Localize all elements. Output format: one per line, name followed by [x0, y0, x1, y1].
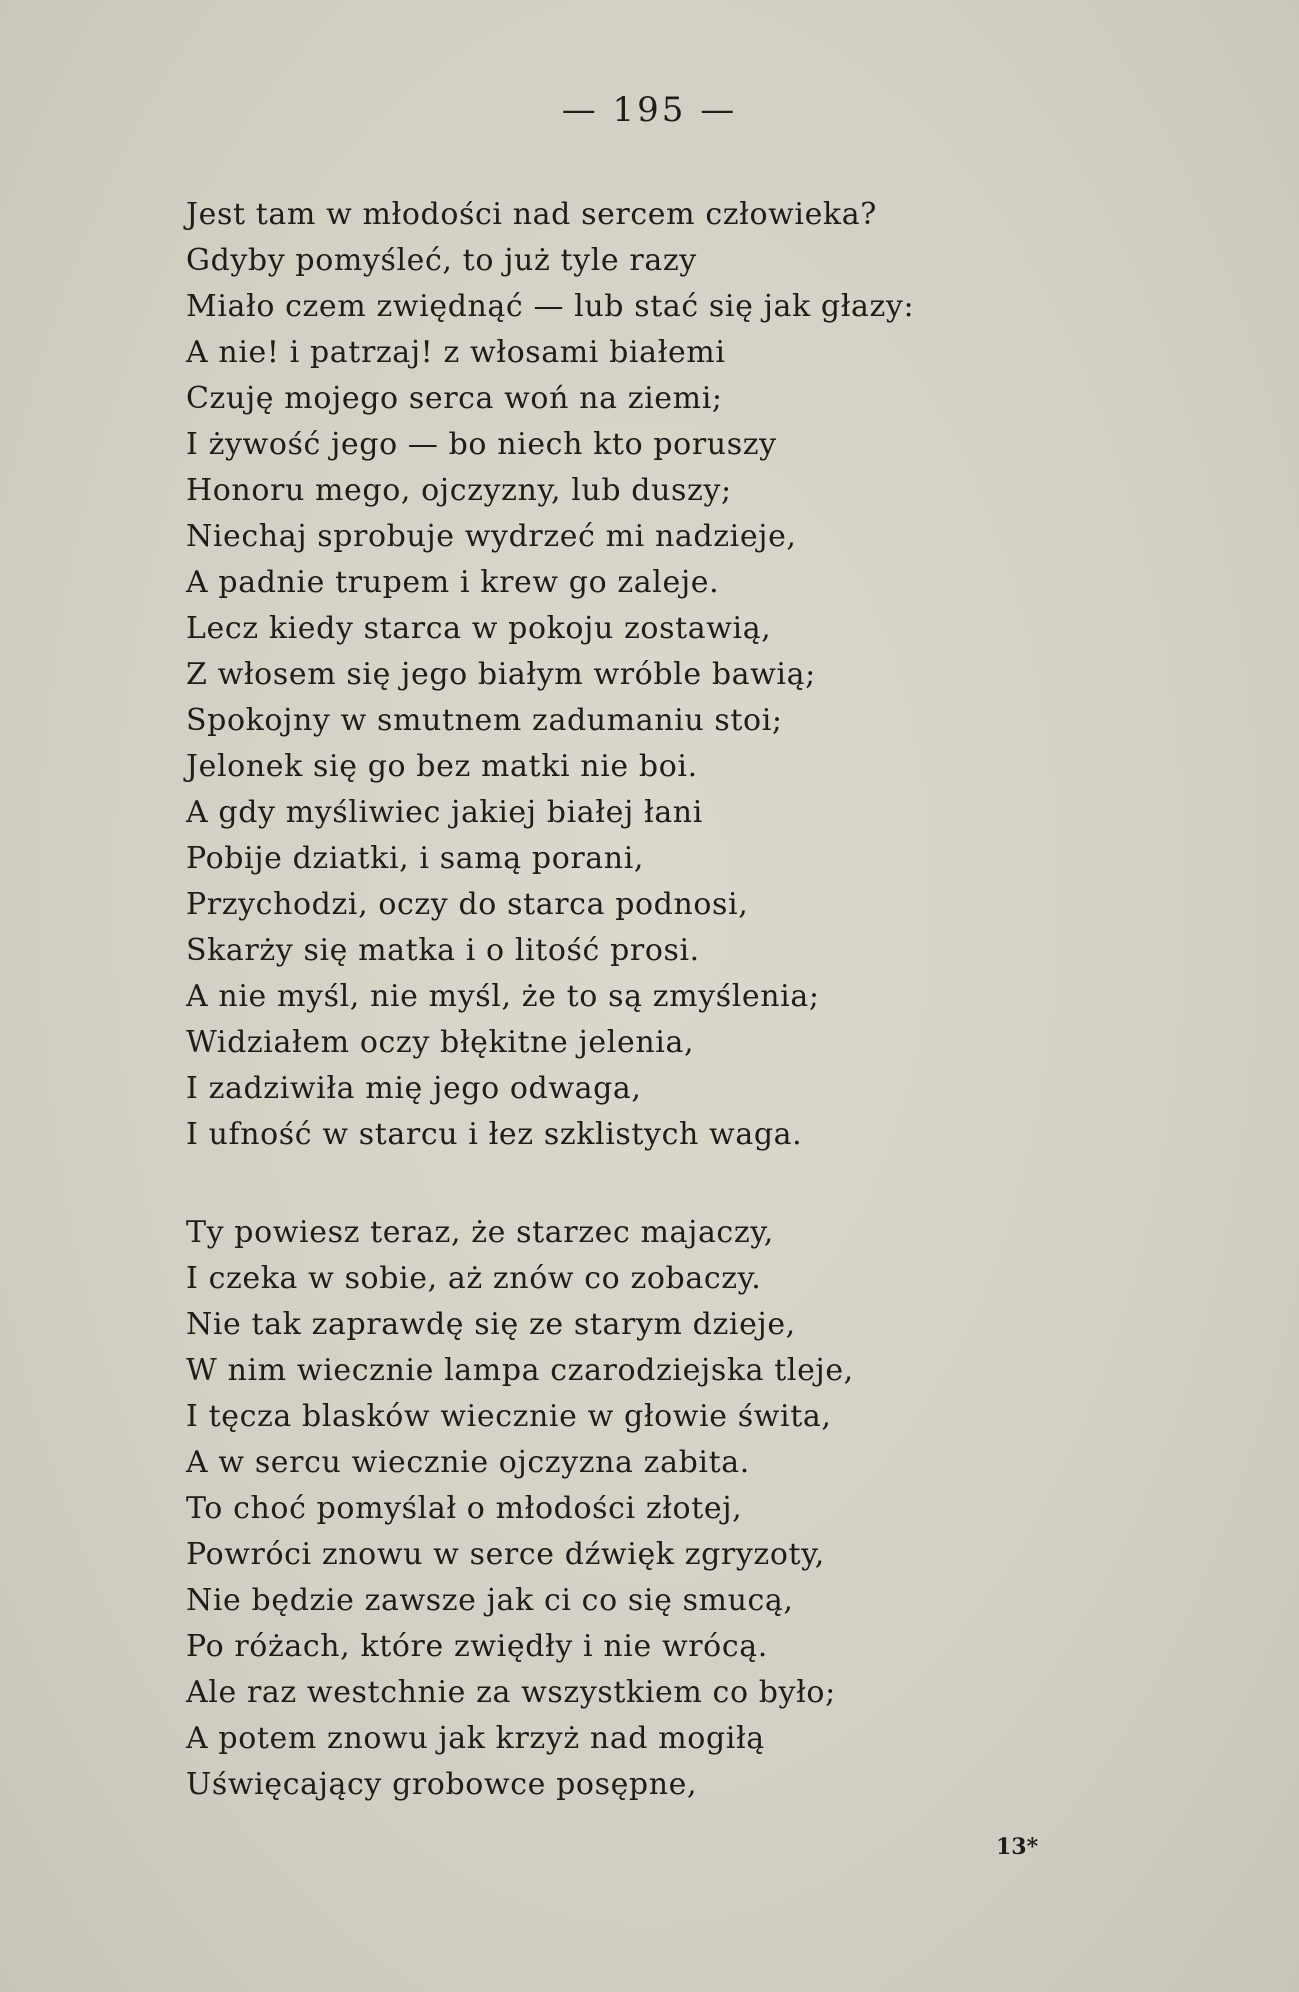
poem-line: Przychodzi, oczy do starca podnosi,	[186, 887, 749, 922]
stanza-1	[186, 192, 1226, 1158]
poem-line: Powróci znowu w serce dźwięk zgryzoty,	[186, 1537, 825, 1572]
poem-line: Jelonek się go bez matki nie boi.	[186, 749, 698, 784]
poem-line: A w sercu wiecznie ojczyzna zabita.	[186, 1445, 750, 1480]
poem-line: Z włosem się jego białym wróble bawią;	[186, 657, 816, 692]
poem-line: I zadziwiła mię jego odwaga,	[186, 1071, 642, 1106]
poem-line: I czeka w sobie, aż znów co zobaczy.	[186, 1261, 762, 1296]
poem-line: Spokojny w smutnem zadumaniu stoi;	[186, 703, 783, 738]
poem-line: I tęcza blasków wiecznie w głowie świta,	[186, 1399, 832, 1434]
poem-line: Uświęcający grobowce posępne,	[186, 1767, 698, 1802]
poem-line: A nie myśl, nie myśl, że to są zmyślenia;	[186, 979, 820, 1014]
poem-line: Miało czem zwiędnąć — lub stać się jak głazy:	[186, 289, 915, 324]
poem-line: Lecz kiedy starca w pokoju zostawią,	[186, 611, 772, 646]
poem-line: Czuję mojego serca woń na ziemi;	[186, 381, 723, 416]
poem-line: Nie będzie zawsze jak ci co się smucą,	[186, 1583, 794, 1618]
poem-line: Pobije dziatki, i samą porani,	[186, 841, 645, 876]
poem-line: A padnie trupem i krew go zaleje.	[186, 565, 720, 600]
page-number: — 195 —	[561, 90, 738, 130]
signature-mark: 13*	[996, 1834, 1039, 1860]
poem-line: Gdyby pomyśleć, to już tyle razy	[186, 243, 697, 278]
poem-line: Ale raz westchnie za wszystkiem co było;	[186, 1675, 836, 1710]
poem-line: Honoru mego, ojczyzny, lub duszy;	[186, 473, 732, 508]
poem-line: A nie! i patrzaj! z włosami białemi	[186, 335, 726, 370]
poem-line: Widziałem oczy błękitne jelenia,	[186, 1025, 695, 1060]
poem-line: Po różach, które zwiędły i nie wrócą.	[186, 1629, 768, 1664]
poem-line: I ufność w starcu i łez szklistych waga.	[186, 1117, 803, 1152]
poem-line: Nie tak zaprawdę się ze starym dzieje,	[186, 1307, 796, 1342]
poem-line: Jest tam w młodości nad sercem człowieka?	[186, 197, 877, 232]
poem-line: A gdy myśliwiec jakiej białej łani	[186, 795, 703, 830]
poem-line: Skarży się matka i o litość prosi.	[186, 933, 700, 968]
stanza-2	[186, 1210, 1226, 1808]
poem-line: To choć pomyślał o młodości złotej,	[186, 1491, 743, 1526]
poem-line: Ty powiesz teraz, że starzec majaczy,	[186, 1215, 774, 1250]
poem-line: I żywość jego — bo niech kto poruszy	[186, 427, 777, 462]
poem-line: A potem znowu jak krzyż nad mogiłą	[186, 1721, 765, 1756]
poem-line: Niechaj sprobuje wydrzeć mi nadzieje,	[186, 519, 797, 554]
poem-line: W nim wiecznie lampa czarodziejska tleje,	[186, 1353, 854, 1388]
